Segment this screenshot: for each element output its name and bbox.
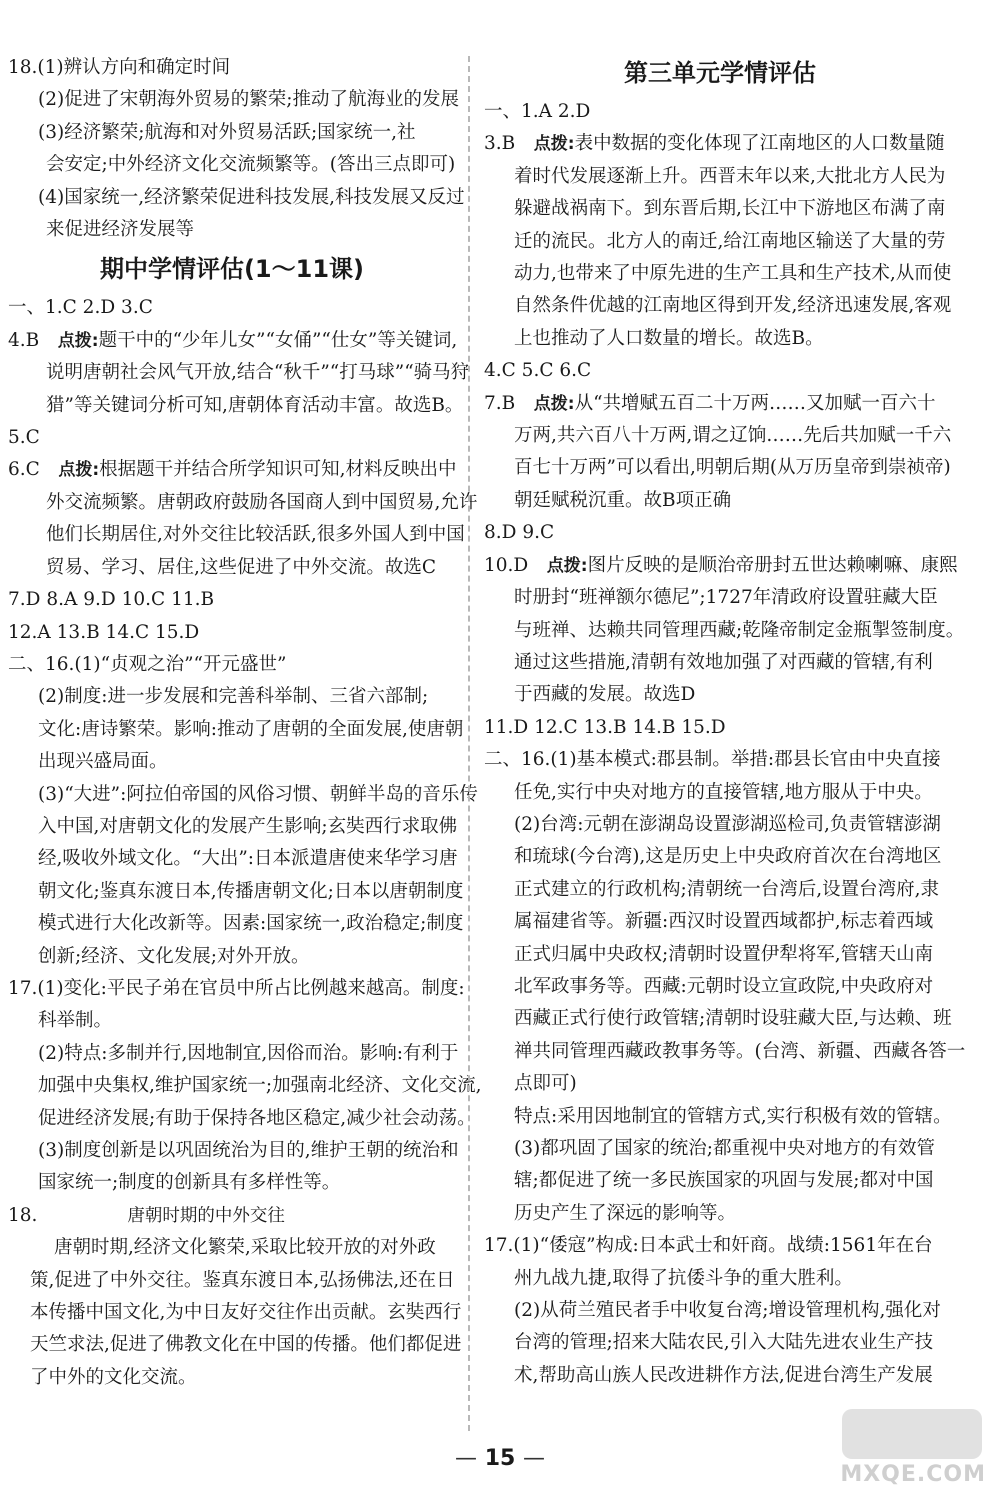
answer-line: 4.C 5.C 6.C xyxy=(484,360,592,382)
question-number: 18. xyxy=(8,1204,38,1226)
answer-line: 和琉球(今台湾),这是历史上中央政府首次在台湾地区 xyxy=(514,846,942,868)
answer-line: 经,吸收外域文化。“大出”:日本派遣唐使来华学习唐 xyxy=(38,848,458,870)
answer-line: 出现兴盛局面。 xyxy=(38,751,168,773)
question-number: 6.C xyxy=(8,459,40,481)
answer-line: 一、1.C 2.D 3.C xyxy=(8,297,153,319)
answer-line: 8.D 9.C xyxy=(484,522,555,544)
answer-line: 动力,也带来了中原先进的生产工具和生产技术,从而使 xyxy=(514,263,952,285)
answer-line: (2)促进了宋朝海外贸易的繁荣;推动了航海业的发展 xyxy=(38,89,459,111)
answer-line: 策,促进了中外交往。鉴真东渡日本,弘扬佛法,还在日 xyxy=(30,1269,455,1291)
answer-line: 本传播中国文化,为中日友好交往作出贡献。玄奘西行 xyxy=(30,1302,462,1324)
answer-line: 百七十万两”可以看出,明朝后期(从万历皇帝到崇祯帝) xyxy=(514,457,951,479)
answer-line: 创新;经济、文化发展;对外开放。 xyxy=(38,945,310,967)
answer-line: 朝廷赋税沉重。故B项正确 xyxy=(514,489,732,511)
answer-line: 7.D 8.A 9.D 10.C 11.B xyxy=(8,589,215,611)
answer-line: 禅共同管理西藏政教事务等。(台湾、新疆、西藏各答一 xyxy=(514,1040,966,1062)
answer-line: 5.C xyxy=(8,427,40,449)
question-number: 7.B xyxy=(484,392,516,414)
answer-line: 州九战九捷,取得了抗倭斗争的重大胜利。 xyxy=(514,1267,853,1289)
answer-line: 于西藏的发展。故选D xyxy=(514,684,696,706)
answer-line: (3)都巩固了国家的统治;都重视中央对地方的有效管 xyxy=(514,1138,935,1159)
column-divider xyxy=(468,56,470,1431)
answer-line: (4)国家统一,经济繁荣促进科技发展,科技发展又反过 xyxy=(38,186,465,208)
answer-line: 会安定;中外经济文化交流频繁等。(答出三点即可) xyxy=(46,154,456,176)
answer-line: 通过这些措施,清朝有效地加强了对西藏的管辖,有利 xyxy=(514,651,933,673)
hint-label: 点拨: xyxy=(546,555,588,576)
answer-line: 天竺求法,促进了佛教文化在中国的传播。他们都促进 xyxy=(30,1334,462,1356)
answer-line: 属福建省等。新疆:西汉时设置西域都护,标志着西域 xyxy=(514,911,934,933)
hint-text: 图片反映的是顺治帝册封五世达赖喇嘛、康熙 xyxy=(587,554,958,576)
answer-line: 他们长期居住,对外交往比较活跃,很多外国人到中国 xyxy=(46,524,465,546)
answer-line: (3)经济繁荣;航海和对外贸易活跃;国家统一,社 xyxy=(38,121,416,143)
answer-line: 迁的流民。北方人的南迁,给江南地区输送了大量的劳 xyxy=(514,230,946,252)
section-title-unit3: 第三单元学情评估 xyxy=(624,59,816,87)
answer-line: (3)“大进”:阿拉伯帝国的风俗习惯、朝鲜半岛的音乐传 xyxy=(38,783,478,805)
answer-line: 促进经济发展;有助于保持各地区稳定,减少社会动荡。 xyxy=(38,1107,476,1129)
answer-line: 说明唐朝社会风气开放,结合“秋千”“打马球”“骑马狩 xyxy=(46,362,470,384)
answer-line: 台湾的管理;招来大陆农民,引入大陆先进农业生产技 xyxy=(514,1332,934,1354)
question-4 xyxy=(8,325,456,357)
question-3 xyxy=(484,128,956,160)
hint-text: 题干中的“少年儿女”“女俑”“仕女”等关键词, xyxy=(98,329,458,351)
essay-title: 唐朝时期的中外交往 xyxy=(127,1205,285,1226)
hint-label: 点拨: xyxy=(533,393,575,414)
question-number: 4.B xyxy=(8,329,40,351)
answer-line: 文化:唐诗繁荣。影响:推动了唐朝的全面发展,使唐朝 xyxy=(38,718,464,740)
answer-line: 18.(1)辨认方向和确定时间 xyxy=(8,57,231,78)
answer-line: 万两,共六百八十万两,谓之辽饷……先后共加赋一千六 xyxy=(514,425,952,447)
answer-line: 任免,实行中央对地方的直接管辖,地方服从于中央。 xyxy=(514,781,933,803)
question-18 xyxy=(8,1200,456,1232)
answer-line: 入中国,对唐朝文化的发展产生影响;玄奘西行求取佛 xyxy=(38,815,458,837)
hint-label: 点拨: xyxy=(533,134,575,155)
hint-text: 从“共增赋五百二十万两……又加赋一百六十 xyxy=(574,392,936,414)
question-7 xyxy=(484,388,956,420)
answer-line: 二、16.(1)“贞观之治”“开元盛世” xyxy=(8,653,287,675)
answer-line: 正式归属中央政权;清朝时设置伊犁将军,管辖天山南 xyxy=(514,943,934,965)
answer-line: 北军政事务等。西藏:元朝时设立宣政院,中央政府对 xyxy=(514,975,934,997)
answer-line: (2)特点:多制并行,因地制宜,因俗而治。影响:有利于 xyxy=(38,1042,459,1064)
answer-line: 11.D 12.C 13.B 14.B 15.D xyxy=(484,716,726,738)
question-number: 10.D xyxy=(484,554,529,576)
watermark-logo xyxy=(836,1409,986,1487)
question-number: 3.B xyxy=(484,133,516,155)
watermark-text: MXQE.COM xyxy=(840,1462,986,1487)
answer-line: 朝文化;鉴真东渡日本,传播唐朝文化;日本以唐朝制度 xyxy=(38,880,464,902)
answer-line: 特点:采用因地制宜的管辖方式,实行积极有效的管辖。 xyxy=(514,1105,952,1127)
answer-line: 二、16.(1)基本模式:郡县制。举措:郡县长官由中央直接 xyxy=(484,749,941,771)
answer-line: 12.A 13.B 14.C 15.D xyxy=(8,621,200,643)
right-column xyxy=(484,52,966,1392)
answer-line: 科举制。 xyxy=(38,1010,113,1032)
question-10 xyxy=(484,550,956,582)
section-title-midterm: 期中学情评估(1～11课) xyxy=(99,255,365,284)
answer-line: 17.(1)“倭寇”构成:日本武士和奸商。战绩:1561年在台 xyxy=(484,1235,933,1257)
question-6 xyxy=(8,454,456,486)
answer-line: 上也推动了人口数量的增长。故选B。 xyxy=(514,327,824,349)
answer-line: (2)从荷兰殖民者手中收复台湾;增设管理机构,强化对 xyxy=(514,1300,941,1322)
answer-line: 唐朝时期,经济文化繁荣,采取比较开放的对外政 xyxy=(54,1237,436,1259)
page-number-value: 15 xyxy=(484,1446,516,1471)
answer-line: (2)台湾:元朝在澎湖岛设置澎湖巡检司,负责管辖澎湖 xyxy=(514,813,941,835)
answer-line: 西藏正式行使行政管辖;清朝时设驻藏大臣,与达赖、班 xyxy=(514,1008,952,1030)
answer-line: 猎”等关键词分析可知,唐朝体育活动丰富。故选B。 xyxy=(46,394,464,416)
hint-label: 点拨: xyxy=(58,460,100,481)
answer-line: 自然条件优越的江南地区得到开发,经济迅速发展,客观 xyxy=(514,295,952,317)
answer-line: 着时代发展逐渐上升。西晋末年以来,大批北方人民为 xyxy=(514,165,946,187)
answer-line: 外交流频繁。唐朝政府鼓励各国商人到中国贸易,允许 xyxy=(46,491,478,513)
answer-line: 术,帮助高山族人民改进耕作方法,促进台湾生产发展 xyxy=(514,1364,933,1386)
answer-line: 躲避战祸南下。到东晋后期,长江中下游地区布满了南 xyxy=(514,198,946,220)
page-number-dash: — xyxy=(455,1446,478,1471)
answer-line: 来促进经济发展等 xyxy=(46,219,195,241)
answer-line: 加强中央集权,维护国家统一;加强南北经济、文化交流, xyxy=(38,1075,482,1097)
hint-text: 表中数据的变化体现了江南地区的人口数量随 xyxy=(574,133,945,155)
page-number-dash: — xyxy=(522,1446,545,1471)
answer-line: 与班禅、达赖共同管理西藏;乾隆帝制定金瓶掣签制度。 xyxy=(514,619,965,641)
answer-line: (2)制度:进一步发展和完善科举制、三省六部制; xyxy=(38,686,429,708)
answer-line: 点即可) xyxy=(514,1073,577,1095)
answer-line: 模式进行大化改新等。因素:国家统一,政治稳定;制度 xyxy=(38,913,464,935)
answer-line: (3)制度创新是以巩固统治为目的,维护王朝的统治和 xyxy=(38,1140,459,1161)
answer-line: 正式建立的行政机构;清朝统一台湾后,设置台湾府,隶 xyxy=(514,878,939,900)
answer-line: 贸易、学习、居住,这些促进了中外交流。故选C xyxy=(46,556,437,578)
answer-line: 17.(1)变化:平民子弟在官员中所占比例越来越高。制度: xyxy=(8,977,465,999)
answer-line: 辖;都促进了统一多民族国家的巩固与发展;都对中国 xyxy=(514,1170,934,1192)
answer-line: 了中外的文化交流。 xyxy=(30,1366,197,1388)
answer-line: 一、1.A 2.D xyxy=(484,101,591,122)
hint-label: 点拨: xyxy=(57,330,99,351)
answer-line: 时册封“班禅额尔德尼”;1727年清政府设置驻藏大臣 xyxy=(514,587,938,609)
watermark-badge-icon xyxy=(842,1409,982,1459)
answer-line: 历史产生了深远的影响等。 xyxy=(514,1202,737,1224)
hint-text: 根据题干并结合所学知识可知,材料反映出中 xyxy=(99,459,457,481)
left-column xyxy=(8,52,482,1394)
answer-line: 国家统一;制度的创新具有多样性等。 xyxy=(38,1172,341,1194)
